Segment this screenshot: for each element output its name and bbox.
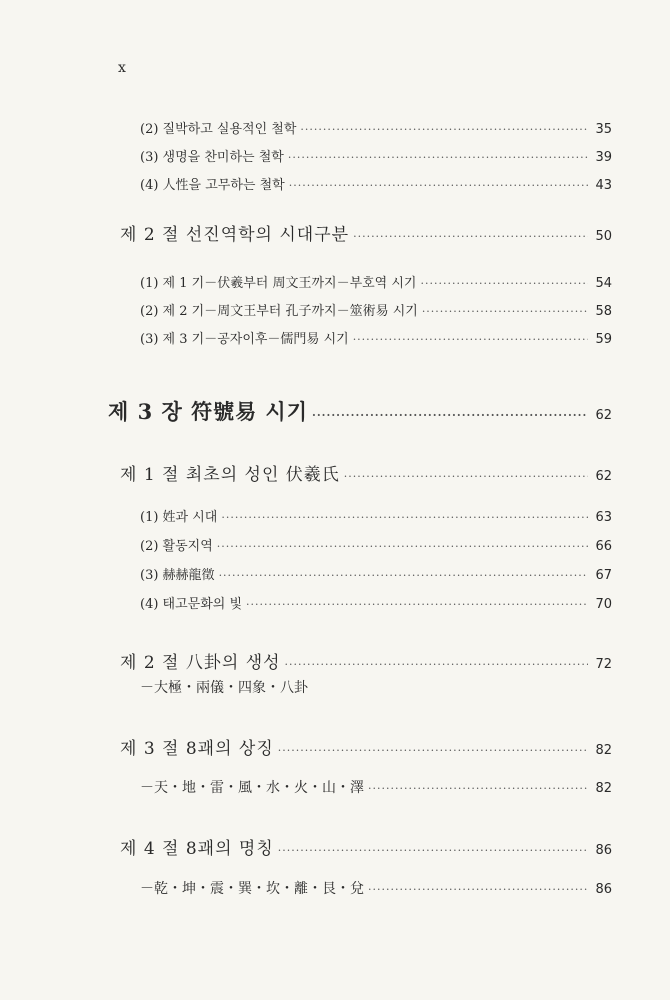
toc-entry[interactable] — [140, 535, 612, 555]
toc-entry[interactable] — [140, 300, 612, 320]
page-number: x — [118, 60, 126, 76]
toc-section-page: 62 — [595, 469, 612, 484]
toc-section-title: 제 4 절 8괘의 명칭 — [120, 839, 274, 859]
toc-entry-page: 35 — [595, 122, 612, 137]
toc-section-page: 82 — [595, 743, 612, 758]
toc-entry-page: 59 — [595, 332, 612, 347]
toc-entry-page: 58 — [595, 304, 612, 319]
toc-entry-title: －天・地・雷・風・水・火・山・澤 — [140, 780, 364, 796]
toc-entry-title: (1) 姓과 시대 — [140, 510, 218, 525]
toc-chapter-page: 62 — [595, 408, 612, 423]
toc-chapter[interactable] — [108, 396, 612, 426]
toc-section-title: 제 2 절 선진역학의 시대구분 — [120, 225, 350, 245]
toc-entry-page: 86 — [595, 882, 612, 897]
dot-leader — [312, 409, 588, 422]
toc-entry-title: (2) 활동지역 — [140, 539, 213, 554]
toc-entry-title: (4) 태고문화의 빛 — [140, 597, 243, 612]
dot-leader — [353, 230, 588, 243]
toc-section[interactable] — [120, 220, 612, 246]
dot-leader — [353, 333, 588, 346]
toc-section-title: 제 2 절 八卦의 생성 — [120, 653, 281, 673]
dot-leader — [288, 151, 588, 164]
toc-entry[interactable] — [140, 272, 612, 292]
toc-entry-title: (2) 질박하고 실용적인 철학 — [140, 122, 297, 137]
toc-entry[interactable] — [140, 506, 612, 526]
toc-section-page: 72 — [595, 657, 612, 672]
toc-entry-title: (3) 赫赫龍徵 — [140, 568, 215, 583]
dot-leader — [278, 744, 588, 757]
toc-entry[interactable] — [140, 564, 612, 584]
toc-entry-title: －乾・坤・震・巽・坎・離・艮・兌 — [140, 881, 364, 897]
toc-entry[interactable] — [140, 146, 612, 166]
dot-leader — [422, 305, 588, 318]
toc-entry[interactable] — [140, 593, 612, 613]
dot-leader — [221, 511, 588, 524]
toc-entry-title: (1) 제 1 기－伏羲부터 周文王까지－부호역 시기 — [140, 276, 417, 291]
toc-entry-title: (3) 제 3 기－공자이후－儒門易 시기 — [140, 332, 349, 347]
dot-leader — [278, 844, 588, 857]
dot-leader — [300, 123, 588, 136]
toc-entry[interactable] — [140, 878, 612, 898]
dot-leader — [368, 883, 588, 896]
toc-subtitle — [140, 677, 612, 697]
toc-entry-page: 54 — [595, 276, 612, 291]
toc-entry-page: 66 — [595, 539, 612, 554]
toc-entry[interactable] — [140, 118, 612, 138]
toc-section-title: 제 3 절 8괘의 상징 — [120, 739, 274, 759]
toc-section-page: 50 — [595, 229, 612, 244]
dot-leader — [289, 179, 588, 192]
dot-leader — [421, 277, 589, 290]
dot-leader — [217, 540, 588, 553]
dot-leader — [285, 658, 588, 671]
dot-leader — [219, 569, 588, 582]
toc-entry-page: 63 — [595, 510, 612, 525]
toc-entry-page: 39 — [595, 150, 612, 165]
dot-leader — [368, 782, 588, 795]
toc-entry[interactable] — [140, 328, 612, 348]
toc-entry-title: (2) 제 2 기－周文王부터 孔子까지－筮術易 시기 — [140, 304, 418, 319]
toc-entry-title: (3) 생명을 찬미하는 철학 — [140, 150, 284, 165]
dot-leader — [344, 470, 588, 483]
toc-entry-page: 67 — [595, 568, 612, 583]
toc-section[interactable] — [120, 648, 612, 674]
toc-section[interactable] — [120, 460, 612, 486]
toc-chapter-title: 제 3 장 符號易 시기 — [108, 399, 308, 424]
toc-section-title: 제 1 절 최초의 성인 伏羲氏 — [120, 465, 340, 485]
dot-leader — [246, 598, 588, 611]
toc-subtitle-text: －大極・兩儀・四象・八卦 — [140, 680, 308, 696]
toc-entry[interactable] — [140, 174, 612, 194]
toc-entry-page: 82 — [595, 781, 612, 796]
toc-entry-title: (4) 人性을 고무하는 철학 — [140, 178, 285, 193]
toc-section[interactable] — [120, 834, 612, 860]
toc-section-page: 86 — [595, 843, 612, 858]
toc-entry-page: 70 — [595, 597, 612, 612]
toc-entry[interactable] — [140, 777, 612, 797]
toc-section[interactable] — [120, 734, 612, 760]
toc-entry-page: 43 — [595, 178, 612, 193]
